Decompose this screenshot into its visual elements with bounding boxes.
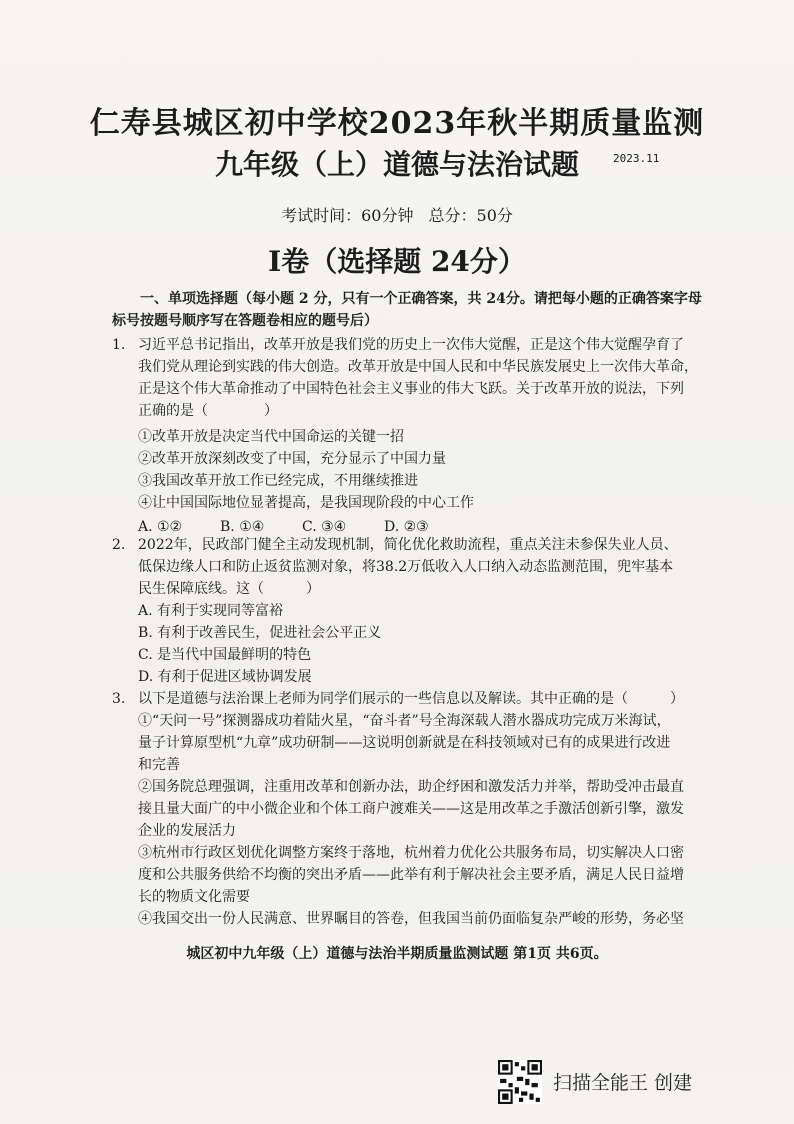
question-paragraph-line: 和完善: [138, 757, 180, 773]
question-stem-line: 2022年，民政部门健全主动发现机制，简化优化救助流程，重点关注未参保失业人员、: [138, 537, 678, 553]
question-1: [112, 334, 704, 538]
question-number: 3.: [112, 691, 126, 707]
question-stem-line: 正确的是（ ）: [138, 403, 278, 419]
question-number: 1.: [112, 337, 126, 353]
section-title: Ⅰ卷（选择题 24分）: [268, 245, 526, 278]
instructions: 一、单项选择题（每小题 2 分，只有一个正确答案，共 24分。请把每小题的正确答案字母标号按题号顺序写在答题卷相应的题号后）: [112, 291, 702, 329]
question-paragraph-line: 量子计算原型机“九章”成功研制——这说明创新就是在科技领域对已有的成果进行改进: [138, 735, 671, 751]
question-paragraph-line: ②国务院总理强调，注重用改革和创新办法，助企纾困和激发活力并举，帮助受冲击最直: [138, 779, 684, 795]
exam-title: 仁寿县城区初中学校2023年秋半期质量监测: [89, 106, 705, 141]
option-b: B. ①④: [220, 519, 265, 535]
question-3: [112, 688, 704, 930]
question-2: [112, 534, 704, 688]
question-stem-line: 民生保障底线。这（ ）: [138, 581, 320, 597]
option-c: C. 是当代中国最鲜明的特色: [138, 647, 312, 663]
option-d: D. 有利于促进区域协调发展: [138, 669, 312, 685]
exam-subtitle: 九年级（上）道德与法治试题: [214, 148, 579, 181]
question-stem-line: 以下是道德与法治课上老师为同学们展示的一些信息以及解读。其中正确的是（ ）: [138, 691, 684, 707]
option-d: D. ②③: [384, 519, 429, 535]
question-item: ④让中国国际地位显著提高，是我国现阶段的中心工作: [138, 495, 474, 511]
question-paragraph-line: ④我国交出一份人民满意、世界瞩目的答卷，但我国当前仍面临复杂严峻的形势，务必坚: [138, 911, 684, 927]
question-stem-line: 我们党从理论到实践的伟大创造。改革开放是中国人民和中华民族发展史上一次伟大革命，: [138, 359, 698, 375]
question-stem-line: 低保边缘人口和防止返贫监测对象，将38.2万低收入人口纳入动态监测范围，兜牢基本: [138, 559, 674, 575]
exam-date: 2023.11: [613, 152, 660, 165]
page-footer: 城区初中九年级（上）道德与法治半期质量监测试题 第1页 共6页。: [186, 946, 608, 962]
question-number: 2.: [112, 537, 126, 553]
question-stem-line: 习近平总书记指出，改革开放是我们党的历史上一次伟大觉醒，正是这个伟大觉醒孕育了: [138, 337, 684, 353]
option-b: B. 有利于改善民生，促进社会公平正义: [138, 625, 382, 641]
question-stem-line: 正是这个伟大革命推动了中国特色社会主义事业的伟大飞跃。关于改革开放的说法，下列: [138, 381, 684, 397]
question-paragraph-line: 接且量大面广的中小微企业和个体工商户渡难关——这是用改革之手激活创新引擎，激发: [138, 801, 684, 817]
qr-code-icon: [498, 1060, 542, 1104]
option-a: A. 有利于实现同等富裕: [138, 603, 284, 619]
option-a: A. ①②: [138, 519, 183, 535]
option-c: C. ③④: [302, 519, 347, 535]
question-paragraph-line: 长的物质文化需要: [138, 889, 250, 905]
question-paragraph-line: 企业的发展活力: [138, 823, 236, 839]
question-item: ③我国改革开放工作已经完成，不用继续推进: [138, 473, 418, 489]
question-item: ①改革开放是决定当代中国命运的关键一招: [138, 429, 404, 445]
question-paragraph-line: 度和公共服务供给不均衡的突出矛盾——此举有利于解决社会主要矛盾，满足人民日益增: [138, 867, 684, 883]
question-paragraph-line: ③杭州市行政区划优化调整方案终于落地，杭州着力优化公共服务布局，切实解决人口密: [138, 845, 684, 861]
scanner-watermark: 扫描全能王 创建: [553, 1072, 693, 1094]
question-paragraph-line: ①“天问一号”探测器成功着陆火星，“奋斗者”号全海深载人潜水器成功完成万米海试，: [138, 713, 671, 729]
exam-meta: 考试时间：60分钟 总分：50分: [281, 206, 513, 225]
question-item: ②改革开放深刻改变了中国，充分显示了中国力量: [138, 451, 446, 467]
